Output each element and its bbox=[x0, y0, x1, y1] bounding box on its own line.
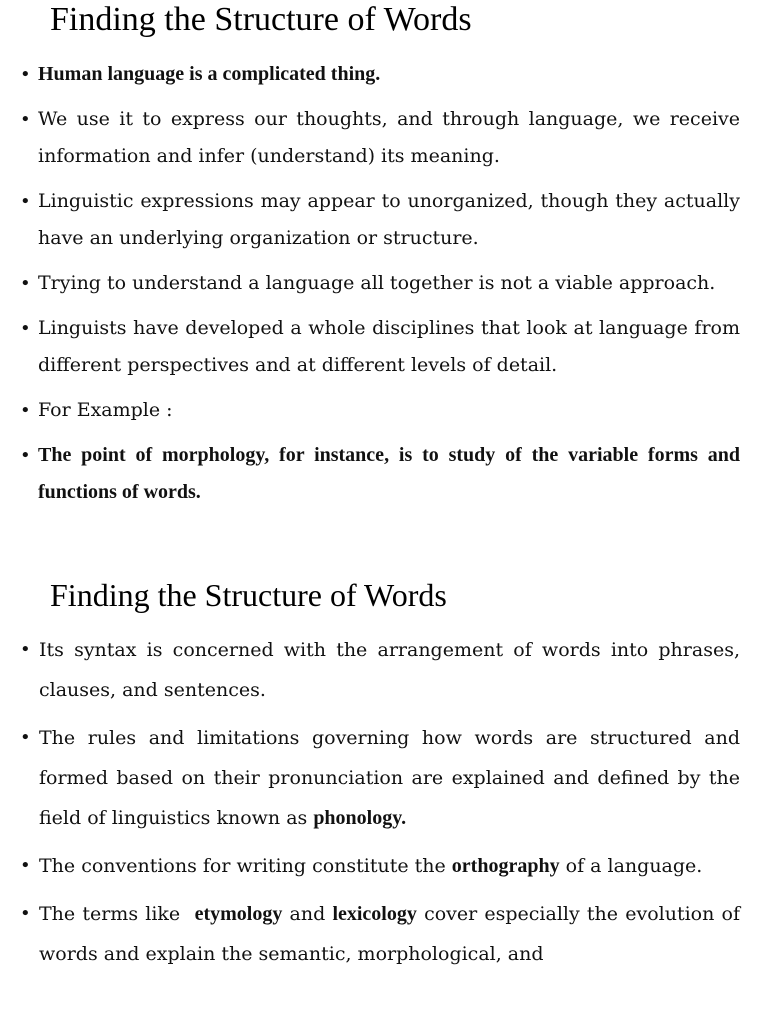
bullet-text: The terms like bbox=[39, 903, 195, 925]
bullet-item bbox=[20, 265, 740, 302]
bullet-item-syntax bbox=[20, 630, 740, 710]
bullet-text: and bbox=[282, 903, 333, 925]
bullet-text: We use it to express our thoughts, and through language, we receive information and infer (understand) its meaning. bbox=[38, 108, 740, 167]
bullet-item bbox=[20, 56, 740, 93]
slide-2 bbox=[0, 560, 768, 1024]
bullet-item bbox=[20, 101, 740, 175]
bullet-dot: • bbox=[20, 191, 31, 212]
slide-1-title: Finding the Structure of Words bbox=[50, 1, 472, 38]
bullet-item bbox=[20, 310, 740, 384]
bullet-text: Trying to understand a language all together is not a viable approach. bbox=[38, 272, 716, 294]
term-phonology: phonology. bbox=[313, 807, 407, 829]
bullet-text: Its syntax is concerned with the arrangement of words into phrases, clauses, and sentences. bbox=[39, 639, 740, 701]
bullet-text: Human language is a complicated thing. bbox=[38, 63, 381, 85]
bullet-dot: • bbox=[20, 639, 31, 660]
slide-2-bullet-list bbox=[20, 630, 740, 982]
bullet-dot: • bbox=[20, 903, 31, 924]
bullet-item-orthography bbox=[20, 846, 740, 886]
bullet-item-phonology bbox=[20, 718, 740, 838]
bullet-text: Linguistic expressions may appear to unorganized, though they actually have an underlying organization or structure. bbox=[38, 190, 740, 249]
term-orthography: orthography bbox=[451, 855, 560, 877]
bullet-dot: • bbox=[20, 109, 31, 130]
bullet-text: cover especially the evolution of words and explain the semantic, morphological, and bbox=[39, 903, 740, 965]
bullet-dot: • bbox=[20, 64, 31, 85]
bullet-dot: • bbox=[20, 400, 31, 421]
bullet-text: of a language. bbox=[559, 855, 703, 877]
bullet-dot: • bbox=[20, 273, 31, 294]
slide-1-bullet-list bbox=[20, 56, 740, 519]
slide-2-title: Finding the Structure of Words bbox=[50, 577, 447, 613]
bullet-text: Linguists have developed a whole disciplines that look at language from different perspectives and at different levels of detail. bbox=[38, 317, 740, 376]
bullet-text: The conventions for writing constitute the bbox=[39, 855, 452, 877]
bullet-item-etymology bbox=[20, 894, 740, 974]
bullet-text: For Example : bbox=[38, 399, 173, 421]
bullet-text: The point of morphology, for instance, is to study of the variable forms and functions of words. bbox=[38, 444, 740, 503]
bullet-dot: • bbox=[20, 727, 31, 748]
bullet-item bbox=[20, 392, 740, 429]
bullet-dot: • bbox=[20, 318, 31, 339]
bullet-dot: • bbox=[20, 445, 31, 466]
bullet-text: The rules and limitations governing how words are structured and formed based on their pronunciation are explained and defined by the field of linguistics known as bbox=[39, 727, 740, 829]
bullet-dot: • bbox=[20, 855, 31, 876]
bullet-item bbox=[20, 183, 740, 257]
bullet-item bbox=[20, 437, 740, 511]
term-lexicology: lexicology bbox=[332, 903, 417, 925]
term-etymology: etymology bbox=[194, 903, 283, 925]
